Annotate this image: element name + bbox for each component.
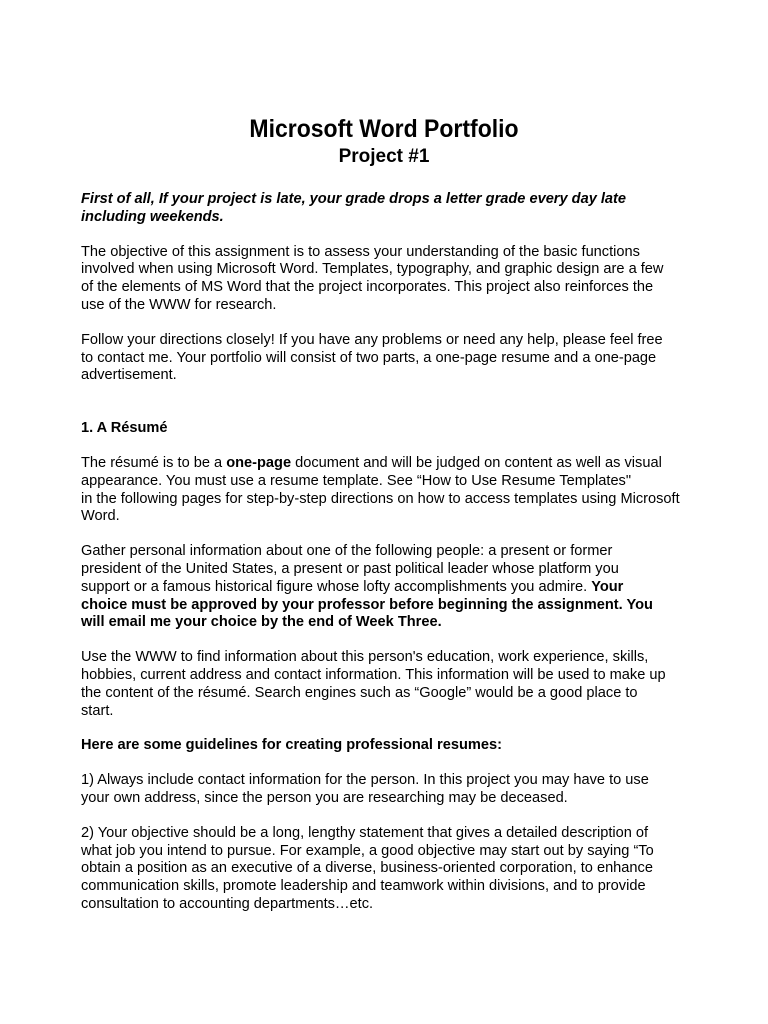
document-subtitle: Project #1 xyxy=(338,146,430,167)
text-line: support or a famous historical figure whose lofty accomplishments you admire. Your xyxy=(81,578,624,595)
text-line: Use the WWW to find information about this person's education, work experience, skills, xyxy=(81,649,649,666)
objective-paragraph xyxy=(81,244,706,315)
text-line: start. xyxy=(81,702,114,719)
text-line: including weekends. xyxy=(81,208,224,225)
text-line: The objective of this assignment is to assess your understanding of the basic functions xyxy=(81,243,640,260)
text-line: advertisement. xyxy=(81,367,177,384)
guideline-2-paragraph xyxy=(81,825,706,914)
text-line: obtain a position as an executive of a diverse, business-oriented corporation, to enhance xyxy=(81,860,653,877)
text-line: choice must be approved by your professor before beginning the assignment. You xyxy=(81,596,653,613)
gather-info-paragraph xyxy=(81,543,706,632)
text-line: appearance. You must use a resume template. See “How to Use Resume Templates" xyxy=(81,472,632,489)
text-line: your own address, since the person you are researching may be deceased. xyxy=(81,789,568,806)
section-heading-resume: 1. A Résumé xyxy=(81,420,168,437)
text-line: Follow your directions closely! If you have any problems or need any help, please feel free xyxy=(81,331,663,348)
text-line: of the elements of MS Word that the project incorporates. This project also reinforces the xyxy=(81,279,654,296)
text-line: use of the WWW for research. xyxy=(81,296,277,313)
text-line: consultation to accounting departments…etc. xyxy=(81,895,374,912)
text-line: to contact me. Your portfolio will consist of two parts, a one-page resume and a one-page xyxy=(81,349,657,366)
follow-directions-paragraph xyxy=(81,332,706,385)
text-line: the content of the résumé. Search engines such as “Google” would be a good place to xyxy=(81,684,638,701)
text-line: communication skills, promote leadership and teamwork within divisions, and to provide xyxy=(81,878,646,895)
text-line: Gather personal information about one of the following people: a present or former xyxy=(81,543,613,560)
text-line: what job you intend to pursue. For example, a good objective may start out by saying “To xyxy=(81,842,654,859)
text-line: 1) Always include contact information for the person. In this project you may have to use xyxy=(81,772,649,789)
document-title: Microsoft Word Portfolio xyxy=(249,115,519,143)
text-line: hobbies, current address and contact information. This information will be used to make up xyxy=(81,666,666,683)
text-line: Word. xyxy=(81,508,120,525)
text-line: First of all, If your project is late, your grade drops a letter grade every day late xyxy=(81,191,627,207)
document-body xyxy=(81,191,706,914)
guidelines-heading: Here are some guidelines for creating professional resumes: xyxy=(81,737,502,754)
www-paragraph xyxy=(81,649,706,720)
guideline-1-paragraph xyxy=(81,772,706,808)
text-line: president of the United States, a present or past political leader whose platform you xyxy=(81,560,619,577)
resume-paragraph xyxy=(81,455,706,526)
one-page-emphasis: one-page xyxy=(226,454,292,471)
late-policy-paragraph xyxy=(81,191,706,227)
text-line: will email me your choice by the end of Week Three. xyxy=(81,614,442,631)
text-line: 2) Your objective should be a long, lengthy statement that gives a detailed description of xyxy=(81,824,649,841)
text-line: in the following pages for step-by-step directions on how to access templates using Microsoft xyxy=(81,490,680,507)
text-line: involved when using Microsoft Word. Templates, typography, and graphic design are a few xyxy=(81,261,664,278)
text-line: The résumé is to be a one-page document and will be judged on content as well as visual xyxy=(81,454,662,471)
